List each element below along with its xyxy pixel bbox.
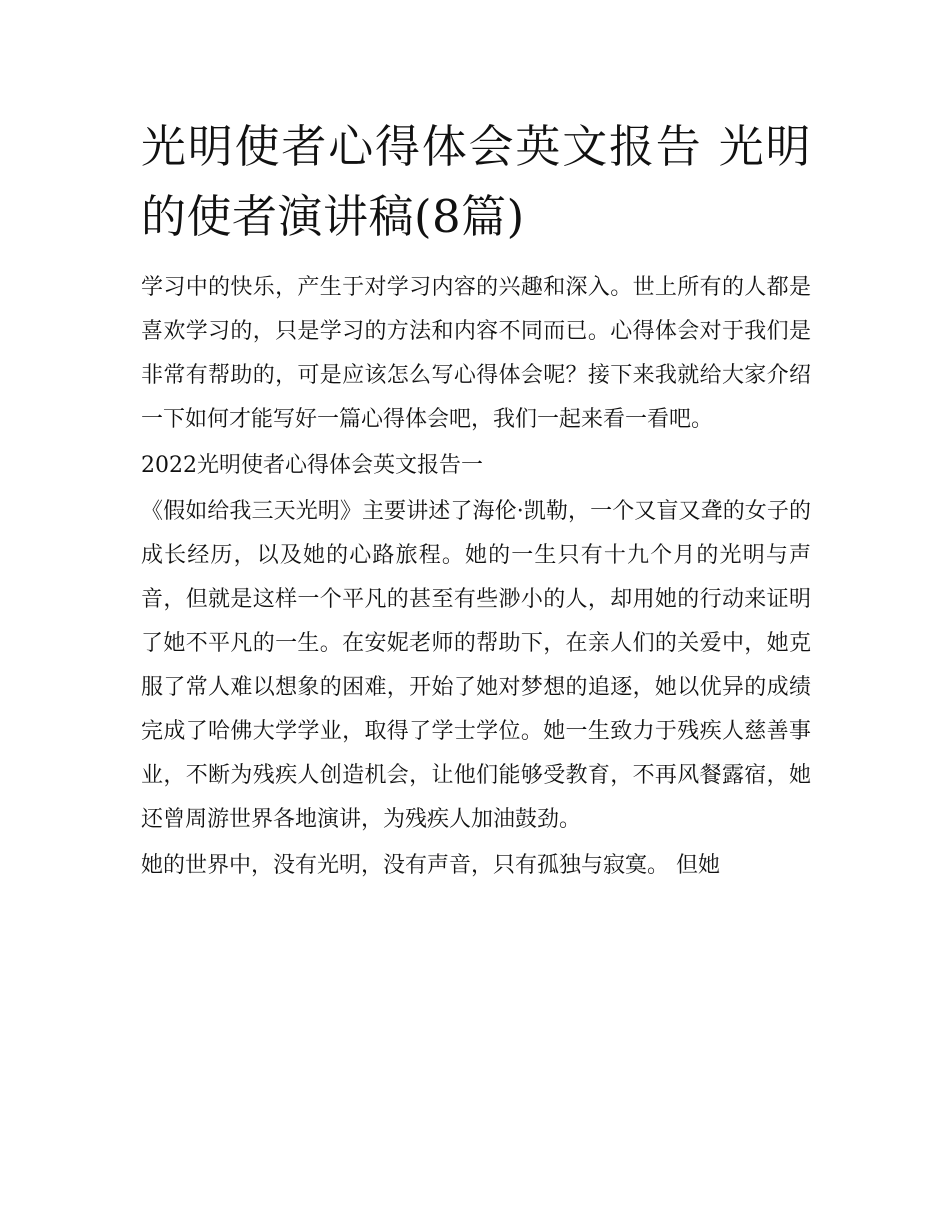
section-heading: 2022光明使者心得体会英文报告一 xyxy=(141,453,483,478)
body-paragraph: 《假如给我三天光明》主要讲述了海伦·凯勒，一个又盲又聋的女子的成长经历，以及她的心路旅程。她的一生只有十九个月的光明与声音，但就是这样一个平凡的甚至有些渺小的人，却用她的行动来证明了她不平凡的一生。在安妮老师的帮助下，在亲人们的关爱中，她克服了常人难以想象的困难，开始了她对梦想的追逐，她以优异的成绩完成了哈佛大学学业，取得了学士学位。她一生致力于残疾人慈善事业，不断为残疾人创造机会，让他们能够受教育，不再风餐露宿，她还曾周游世界各地演讲，为残疾人加油鼓劲。 xyxy=(141,499,811,832)
document-body xyxy=(141,112,811,890)
body-paragraph: 她的世界中，没有光明，没有声音，只有孤独与寂寞。 但她 xyxy=(141,853,720,878)
intro-paragraph: 学习中的快乐，产生于对学习内容的兴趣和深入。世上所有的人都是喜欢学习的，只是学习的方法和内容不同而已。心得体会对于我们是非常有帮助的，可是应该怎么写心得体会呢？接下来我就给大家介绍一下如何才能写好一篇心得体会吧，我们一起来看一看吧。 xyxy=(141,275,811,432)
document-title: 光明使者心得体会英文报告 光明的使者演讲稿(8篇) xyxy=(141,120,811,243)
